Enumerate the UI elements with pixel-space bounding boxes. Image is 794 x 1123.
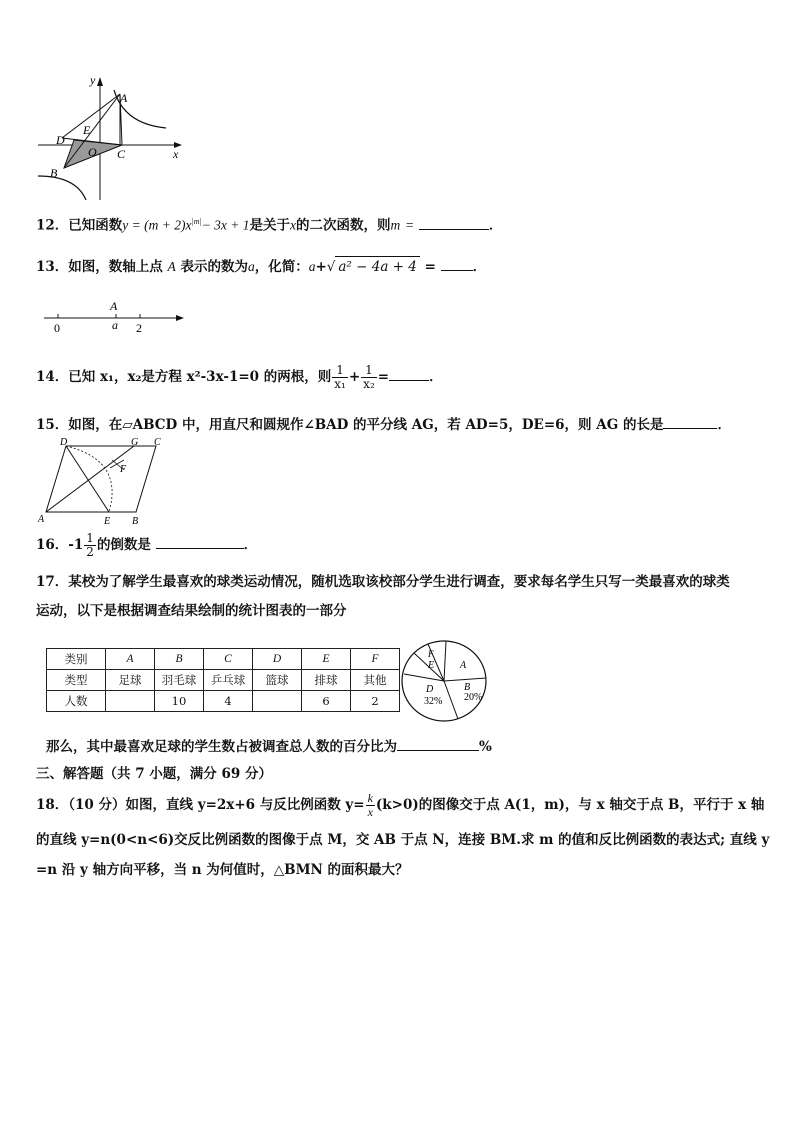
radicand: a² − 4a + 4 bbox=[335, 256, 419, 277]
tick-0: 0 bbox=[54, 321, 60, 335]
answer-blank-13[interactable] bbox=[441, 256, 473, 271]
question-15: 15．如图，在▱ABCD 中，用直尺和圆规作∠BAD 的平分线 AG，若 AD=5，DE=6，则 AG 的长是 ． bbox=[36, 414, 731, 435]
figure-q15-parallelogram bbox=[36, 436, 176, 526]
label-E: E bbox=[83, 123, 91, 137]
label-B: B bbox=[132, 516, 139, 526]
question-18-line1: 18．（10 分）如图，直线 y=2x+6 与反比例函数 y= $\frac{k}{x}$ (k>0)的图像交于点 A(1，m)，与 x 轴交于点 B，平行于 x 轴 bbox=[36, 791, 765, 819]
fraction-k-over-x: $\frac{k}{x}$ bbox=[367, 791, 373, 819]
label-A: A bbox=[38, 514, 45, 525]
pie-label-D-pct: 32% bbox=[424, 696, 443, 707]
question-16: 16．-1 $\frac{1}{2}$ 的倒数是 ． bbox=[36, 531, 258, 559]
label-E: E bbox=[104, 516, 111, 526]
question-12: 12．已知函数$y = (m + 2)x^{|m|}- 3x + 1$是关于x的二次函数，则m = ． bbox=[36, 212, 502, 236]
answer-blank-14[interactable] bbox=[389, 366, 429, 381]
tick-2: 2 bbox=[136, 321, 142, 335]
label-A: A bbox=[110, 299, 118, 313]
answer-blank-16[interactable] bbox=[156, 534, 244, 549]
question-17-line1: 17．某校为了解学生最喜欢的球类运动情况，随机选取该校部分学生进行调查，要求每名学生只写一类最喜欢的球类 bbox=[36, 574, 730, 590]
label-O: O bbox=[88, 145, 97, 159]
fraction-2: $\frac{1}{\text{x₂}}$ bbox=[363, 363, 375, 391]
label-C: C bbox=[154, 437, 161, 448]
label-A: A bbox=[120, 91, 128, 105]
question-13: 13．如图，数轴上点 A 表示的数为a，化简：a+√ a² − 4a + 4 = ． bbox=[36, 256, 486, 277]
hyperbola-left bbox=[38, 176, 86, 200]
pie-label-F: F bbox=[428, 649, 434, 659]
fraction-1: $\frac{1}{\text{x₁}}$ bbox=[334, 363, 346, 391]
table-row-count: 人数 10 4 6 2 bbox=[47, 691, 400, 712]
table-row-category: 类别 A B C D E F bbox=[47, 649, 400, 670]
answer-blank-15[interactable] bbox=[663, 414, 717, 429]
question-18-line3: =n 沿 y 轴方向平移，当 n 为何值时，△BMN 的面积最大？ bbox=[36, 862, 409, 878]
label-y: y bbox=[90, 73, 96, 87]
answer-blank-17[interactable] bbox=[397, 736, 479, 751]
figure-q11 bbox=[36, 72, 186, 202]
question-17-prompt: 那么，其中最喜欢足球的学生数占被调查总人数的百分比为 % bbox=[46, 736, 492, 757]
label-C: C bbox=[117, 147, 126, 161]
question-18-line2: 的直线 y=n(0<n<6)交反比例函数的图像于点 M，交 AB 于点 N，连接 BM.求 m 的值和反比例函数的表达式; 直线 y bbox=[36, 832, 770, 848]
pie-label-E: E bbox=[428, 660, 435, 671]
pie-chart bbox=[400, 636, 500, 726]
pie-label-D: D bbox=[426, 684, 434, 695]
label-x: x bbox=[173, 147, 179, 161]
label-D: D bbox=[56, 133, 65, 147]
pie-label-B-pct: 20% bbox=[464, 692, 483, 703]
pie-label-B: B bbox=[464, 682, 471, 693]
label-G: G bbox=[131, 437, 139, 448]
question-17-line2: 运动，以下是根据调查结果绘制的统计图表的一部分 bbox=[36, 603, 347, 619]
pie-label-A: A bbox=[460, 660, 467, 671]
label-D: D bbox=[60, 437, 68, 448]
q12-expr: y = (m + 2) bbox=[122, 217, 186, 233]
number-line bbox=[40, 296, 190, 336]
question-14: 14．已知 x₁，x₂是方程 x²-3x-1=0 的两根，则 $\frac{1}{\text{x₁}}$ + $\frac{1}{\text{x₂}}$ = ． bbox=[36, 363, 443, 391]
fraction-half: $\frac{1}{2}$ bbox=[86, 531, 94, 559]
label-B: B bbox=[50, 166, 58, 180]
tick-a: a bbox=[112, 318, 118, 332]
statistics-table bbox=[46, 648, 400, 712]
table-row-type: 类型 足球 羽毛球 乒乓球 篮球 排球 其他 bbox=[47, 670, 400, 691]
section-heading: 三、解答题（共 7 小题，满分 69 分） bbox=[36, 766, 272, 782]
answer-blank-12[interactable] bbox=[419, 215, 489, 230]
label-F: F bbox=[120, 464, 127, 475]
